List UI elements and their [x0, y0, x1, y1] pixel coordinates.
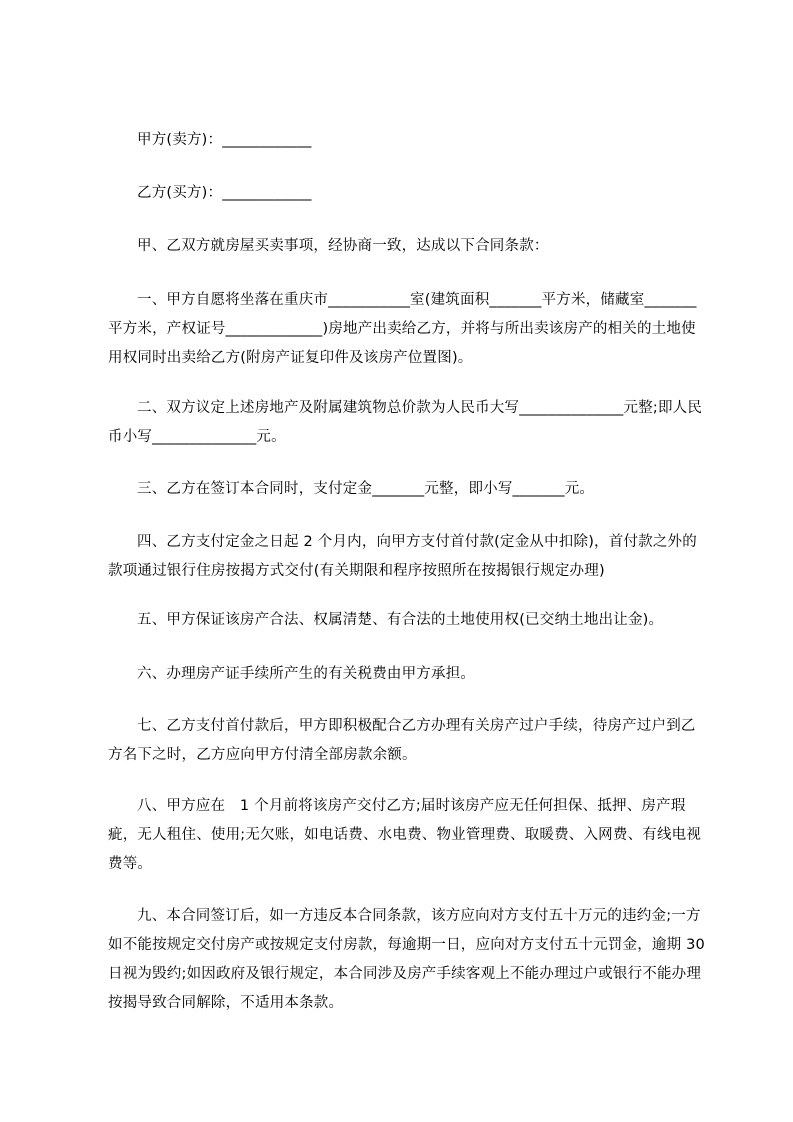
- intro-paragraph: 甲、乙双方就房屋买卖事项，经协商一致，达成以下合同条款：: [137, 238, 549, 254]
- clause-8: 八、甲方应在 1 个月前将该房产交付乙方;届时该房产应无任何担保、抵押、房产瑕疵，无人租住、使用;无欠账，如电话费、水电费、物业管理费、取暖费、入网费、有线电视费等。: [108, 798, 702, 872]
- clause-1: 一、甲方自愿将坐落在重庆市___________室(建筑面积_______平方米，储藏室_______平方米，产权证号_____________)房地产出卖给乙方，并将与所出卖该房产的相关的土地使用权同时出卖给乙方(附房产证复印件及该房产位置图)。: [108, 292, 697, 366]
- party-b-line: 乙方(买方)：____________: [137, 185, 312, 201]
- clause-4: 四、乙方支付定金之日起 2 个月内，向甲方支付首付款(定金从中扣除)，首付款之外的款项通过银行住房按揭方式交付(有关期限和程序按照所在按揭银行规定办理): [108, 534, 697, 579]
- clause-6: 六、办理房产证手续所产生的有关税费由甲方承担。: [137, 666, 476, 682]
- clause-3: 三、乙方在签订本合同时，支付定金_______元整，即小写_______元。: [137, 481, 595, 497]
- clause-9: 九、本合同签订后，如一方违反本合同条款，该方应向对方支付五十万元的违约金;一方如不能按规定交付房产或按规定支付房款，每逾期一日，应向对方支付五十元罚金，逾期 30 日视为毁约;如因政府及银行规定，本合同涉及房产手续客观上不能办理过户或银行不能办理按揭导致合同解除，不适用本条款。: [108, 908, 710, 1011]
- clause-7: 七、乙方支付首付款后，甲方即积极配合乙方办理有关房产过户手续，待房产过户到乙方名下之时，乙方应向甲方付清全部房款余额。: [108, 718, 696, 763]
- clause-2: 二、双方议定上述房地产及附属建筑物总价款为人民币大写______________元整;即人民币小写______________元。: [108, 400, 703, 445]
- party-a-line: 甲方(卖方)：____________: [137, 132, 312, 148]
- clause-5: 五、甲方保证该房产合法、权属清楚、有合法的土地使用权(已交纳土地出让金)。: [137, 612, 664, 628]
